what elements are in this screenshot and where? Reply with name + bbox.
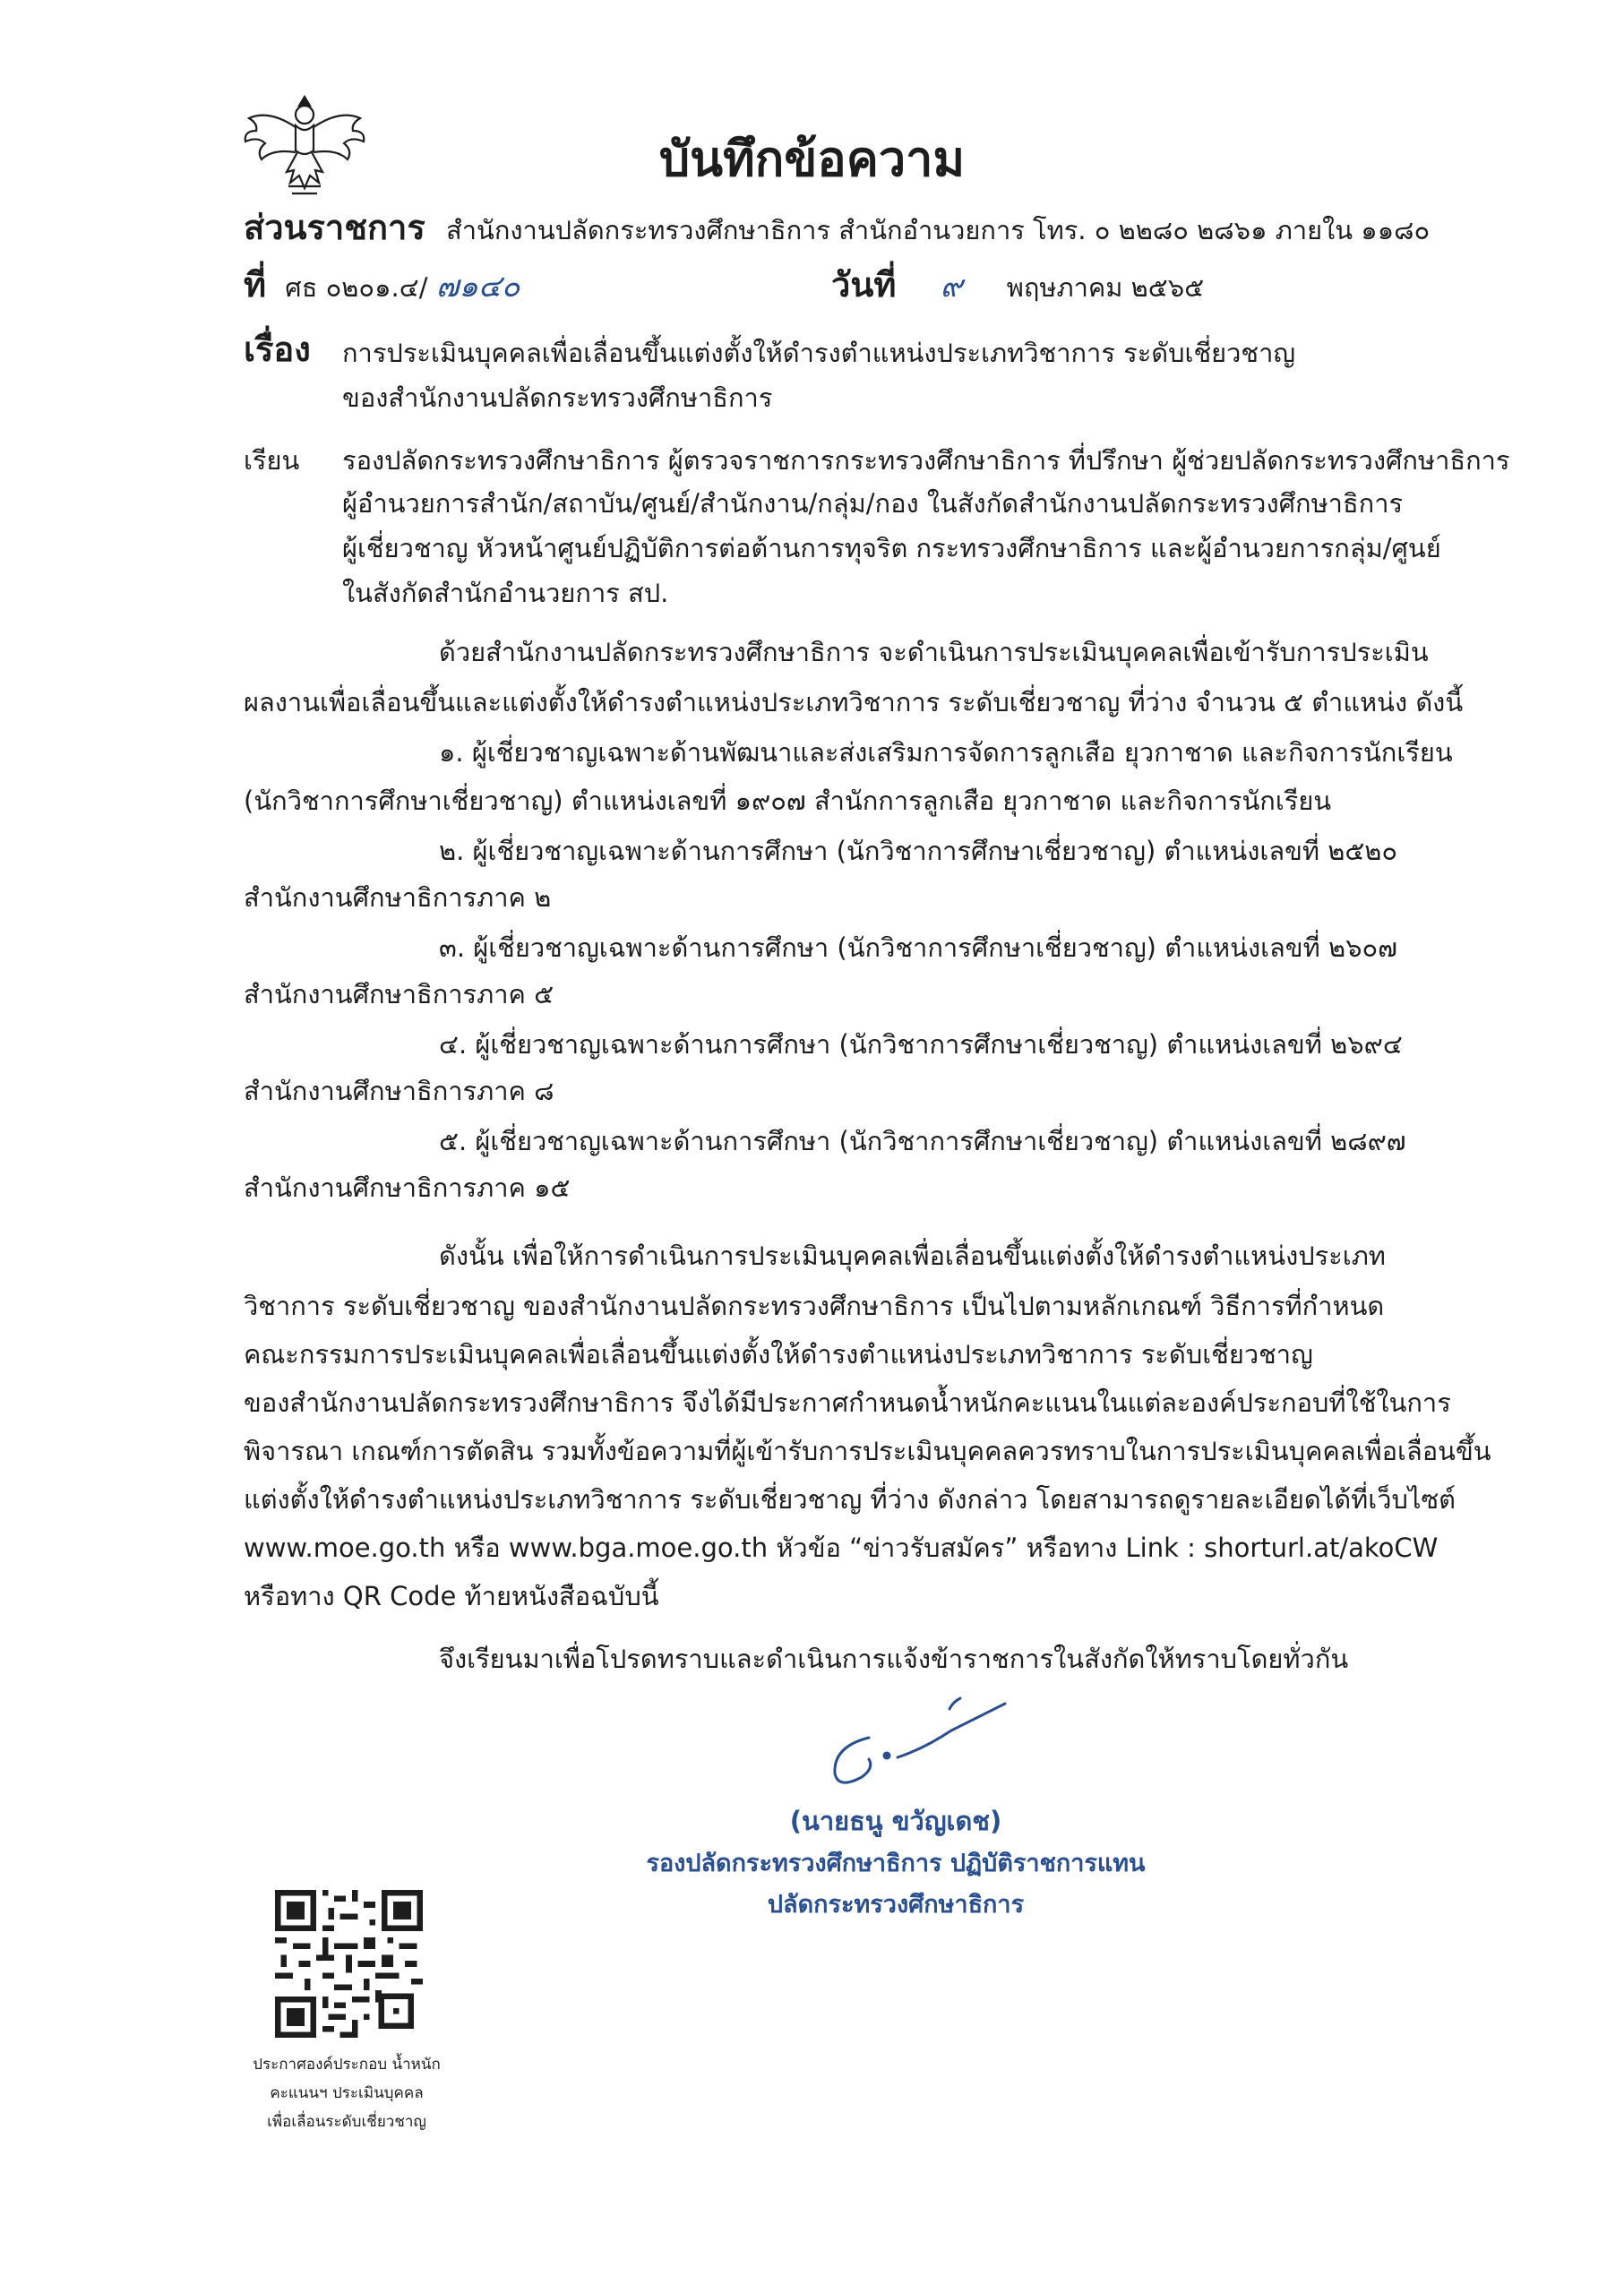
signer-name: (นายธนู ขวัญเดช) <box>789 1806 1002 1836</box>
position-item-4-line-2: สำนักงานศึกษาธิการภาค ๘ <box>244 1076 554 1106</box>
qr-caption-line: เพื่อเลื่อนระดับเชี่ยวชาญ <box>267 2113 426 2131</box>
intro-line-2: ผลงานเพื่อเลื่อนขึ้นและแต่งตั้งให้ดำรงตำแหน่งประเภทวิชาการ ระดับเชี่ยวชาญ ที่ว่าง จำนวน ๕ ตำแหน่ง ดังนี้ <box>244 687 1464 717</box>
therefore-line-links: www.moe.go.th หรือ www.bga.moe.go.th หัวข้อ “ข่าวรับสมัคร” หรือทาง Link : shorturl.at/akoCW <box>244 1533 1439 1563</box>
agency-row <box>244 208 1431 247</box>
number-label: ที่ <box>244 265 267 305</box>
qr-caption-line: คะแนนฯ ประเมินบุคคล <box>270 2084 424 2102</box>
memo-title: บันทึกข้อความ <box>658 131 966 187</box>
to-line: ผู้อำนวยการสำนัก/สถาบัน/ศูนย์/สำนักงาน/กลุ่ม/กอง ในสังกัดสำนักงานปลัดกระทรวงศึกษาธิการ <box>342 488 1404 519</box>
to-line: ในสังกัดสำนักอำนวยการ สป. <box>342 578 669 608</box>
position-item-1-line-1: ๑. ผู้เชี่ยวชาญเฉพาะด้านพัฒนาและส่งเสริมการจัดการลูกเสือ ยุวกาชาด และกิจการนักเรียน <box>439 737 1453 768</box>
qr-code-icon[interactable] <box>275 1890 423 2038</box>
therefore-line: แต่งตั้งให้ดำรงตำแหน่งประเภทวิชาการ ระดับเชี่ยวชาญ ที่ว่าง ดังกล่าว โดยสามารถดูรายละเอียดได้ที่เว็บไซต์ <box>244 1484 1456 1515</box>
date-label: วันที่ <box>831 265 897 305</box>
to-label: เรียน <box>244 445 300 476</box>
qr-caption-line: ประกาศองค์ประกอบ น้ำหนัก <box>253 2056 441 2074</box>
signer-position-line-2: ปลัดกระทรวงศึกษาธิการ <box>767 1891 1025 1919</box>
intro-line-1: ด้วยสำนักงานปลัดกระทรวงศึกษาธิการ จะดำเนินการประเมินบุคคลเพื่อเข้ารับการประเมิน <box>439 637 1429 667</box>
to-line: ผู้เชี่ยวชาญ หัวหน้าศูนย์ปฏิบัติการต่อต้านการทุจริต กระทรวงศึกษาธิการ และผู้อำนวยการกลุ่ม/ศูนย์ <box>342 533 1441 563</box>
number-prefix: ศธ ๐๒๐๑.๔/ <box>285 272 428 303</box>
therefore-line: ของสำนักงานปลัดกระทรวงศึกษาธิการ จึงได้มีประกาศกำหนดน้ำหนักคะแนนในแต่ละองค์ประกอบที่ใช้ในการ <box>244 1387 1451 1418</box>
position-item-4-line-1: ๔. ผู้เชี่ยวชาญเฉพาะด้านการศึกษา (นักวิชาการศึกษาเชี่ยวชาญ) ตำแหน่งเลขที่ ๒๖๙๔ <box>439 1029 1403 1060</box>
signature-mark-icon <box>815 1693 1048 1791</box>
date-value: พฤษภาคม ๒๕๖๕ <box>1006 272 1205 303</box>
date-row <box>831 265 1205 305</box>
position-item-5-line-1: ๕. ผู้เชี่ยวชาญเฉพาะด้านการศึกษา (นักวิชาการศึกษาเชี่ยวชาญ) ตำแหน่งเลขที่ ๒๘๙๗ <box>439 1126 1406 1156</box>
to-line: รองปลัดกระทรวงศึกษาธิการ ผู้ตรวจราชการกระทรวงศึกษาธิการ ที่ปรึกษา ผู้ช่วยปลัดกระทรวงศึกษาธิการ <box>342 445 1510 476</box>
closing-line: จึงเรียนมาเพื่อโปรดทราบและดำเนินการแจ้งข้าราชการในสังกัดให้ทราบโดยทั่วกัน <box>439 1644 1349 1674</box>
therefore-line: หรือทาง QR Code ท้ายหนังสือฉบับนี้ <box>244 1581 659 1611</box>
therefore-line: คณะกรรมการประเมินบุคคลเพื่อเลื่อนขึ้นแต่งตั้งให้ดำรงตำแหน่งประเภทวิชาการ ระดับเชี่ยวชาญ <box>244 1339 1313 1370</box>
signer-position-line-1: รองปลัดกระทรวงศึกษาธิการ ปฏิบัติราชการแทน <box>646 1850 1146 1877</box>
subject-label: เรื่อง <box>244 330 311 369</box>
agency-value: สำนักงานปลัดกระทรวงศึกษาธิการ สำนักอำนวยการ โทร. ๐ ๒๒๘๐ ๒๘๖๑ ภายใน ๑๑๘๐ <box>446 215 1431 245</box>
date-day-handwritten: ๙ <box>940 269 963 305</box>
position-item-2-line-1: ๒. ผู้เชี่ยวชาญเฉพาะด้านการศึกษา (นักวิชาการศึกษาเชี่ยวชาญ) ตำแหน่งเลขที่ ๒๕๒๐ <box>439 836 1398 866</box>
therefore-line: พิจารณา เกณฑ์การตัดสิน รวมทั้งข้อความที่ผู้เข้ารับการประเมินบุคคลควรทราบในการประเมินบุคคลเพื่อเลื่อนขึ้น <box>244 1436 1491 1466</box>
subject-line-2: ของสำนักงานปลัดกระทรวงศึกษาธิการ <box>342 382 773 413</box>
therefore-line: วิชาการ ระดับเชี่ยวชาญ ของสำนักงานปลัดกระทรวงศึกษาธิการ เป็นไปตามหลักเกณฑ์ วิธีการที่กำหนด <box>244 1291 1385 1321</box>
subject-line-1: การประเมินบุคคลเพื่อเลื่อนขึ้นแต่งตั้งให้ดำรงตำแหน่งประเภทวิชาการ ระดับเชี่ยวชาญ <box>342 338 1296 368</box>
position-item-3-line-2: สำนักงานศึกษาธิการภาค ๕ <box>244 979 554 1009</box>
position-item-5-line-2: สำนักงานศึกษาธิการภาค ๑๕ <box>244 1172 571 1203</box>
number-row <box>244 265 520 305</box>
position-item-2-line-2: สำนักงานศึกษาธิการภาค ๒ <box>244 882 552 913</box>
number-handwritten: ๗๑๔๐ <box>435 269 520 305</box>
position-item-1-line-2: (นักวิชาการศึกษาเชี่ยวชาญ) ตำแหน่งเลขที่ ๑๙๐๗ สำนักการลูกเสือ ยุวกาชาด และกิจการนักเรียน <box>244 786 1332 816</box>
agency-label: ส่วนราชการ <box>244 208 425 247</box>
therefore-line: ดังนั้น เพื่อให้การดำเนินการประเมินบุคคลเพื่อเลื่อนขึ้นแต่งตั้งให้ดำรงตำแหน่งประเภท <box>439 1241 1386 1271</box>
position-item-3-line-1: ๓. ผู้เชี่ยวชาญเฉพาะด้านการศึกษา (นักวิชาการศึกษาเชี่ยวชาญ) ตำแหน่งเลขที่ ๒๖๐๗ <box>439 932 1397 963</box>
